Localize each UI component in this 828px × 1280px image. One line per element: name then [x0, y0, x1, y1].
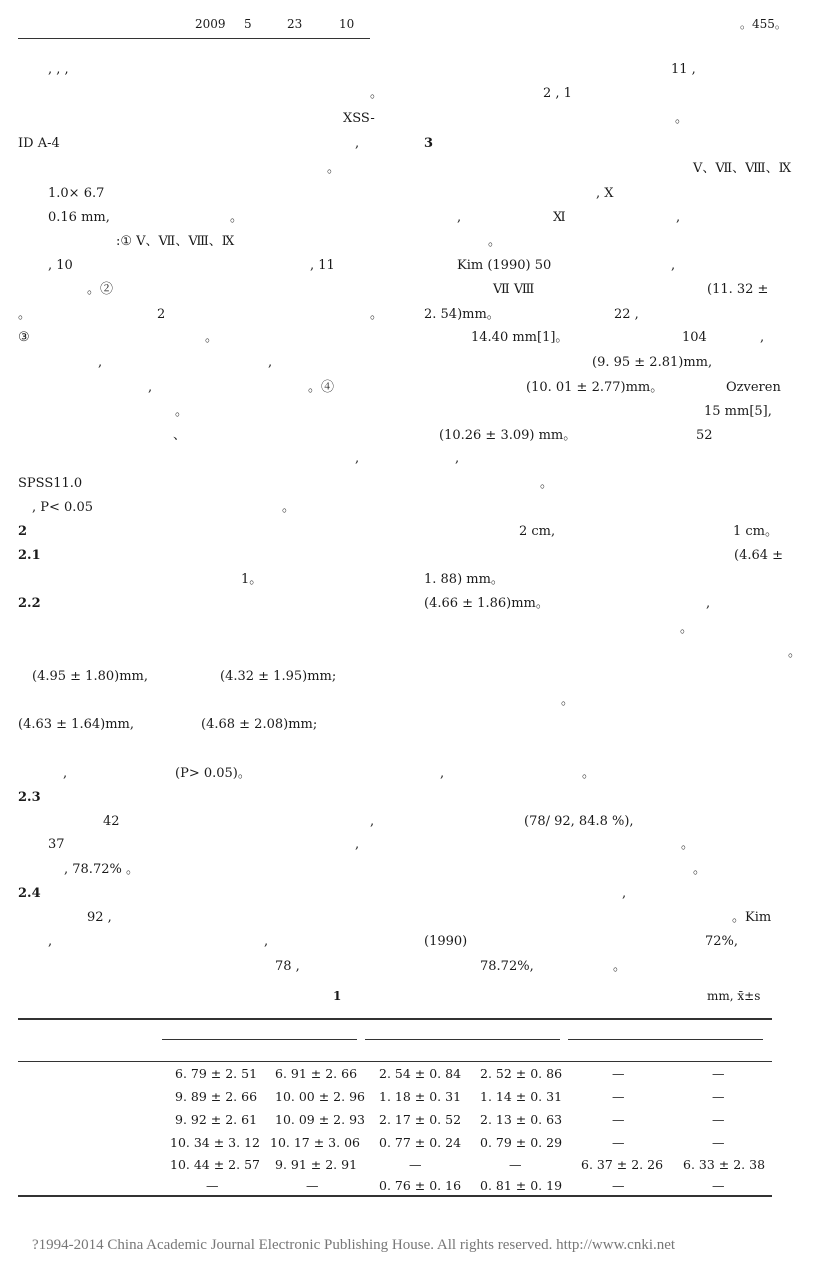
section-heading: 3: [424, 136, 434, 151]
text-line: 0.16 mm,: [48, 210, 110, 225]
text-line: 2. 54)mm。: [424, 307, 500, 322]
section-heading: 2: [18, 524, 28, 539]
table-group-rule-2: [365, 1039, 560, 1040]
text-line: ,: [457, 210, 462, 225]
table-cell: 6. 37 ± 2. 26: [581, 1157, 664, 1172]
text-line: ,: [622, 886, 627, 901]
table-cell: 2. 13 ± 0. 63: [480, 1112, 563, 1127]
text-line: 92 ,: [87, 910, 112, 925]
table-cell: 10. 17 ± 3. 06: [270, 1135, 360, 1150]
text-line: ,: [370, 814, 375, 829]
text-line: 15 mm[5],: [704, 404, 772, 419]
text-line: 2 , 1: [543, 86, 572, 101]
table-cell: 10. 00 ± 2. 96: [275, 1089, 365, 1104]
text-line: (P> 0.05)。: [175, 766, 251, 781]
text-line: , 10: [48, 258, 73, 273]
text-line: 1.0× 6.7: [48, 186, 105, 201]
table-cell: 2. 54 ± 0. 84: [379, 1066, 462, 1081]
table-group-rule-1: [162, 1039, 357, 1040]
text-line: ,: [676, 210, 681, 225]
table-cell: 10. 44 ± 2. 57: [170, 1157, 260, 1172]
table-cell: —: [612, 1178, 625, 1193]
text-line: Ⅶ Ⅷ: [493, 282, 535, 297]
table-cell: —: [712, 1135, 725, 1150]
text-line: 78 ,: [275, 959, 300, 974]
text-line: 。: [613, 959, 627, 974]
text-line: (1990): [424, 934, 468, 949]
table-cell: 9. 91 ± 2. 91: [275, 1157, 358, 1172]
text-line: ,: [355, 136, 360, 151]
text-line: 2 cm,: [519, 524, 556, 539]
text-line: 。: [788, 645, 802, 660]
text-line: 22 ,: [614, 307, 639, 322]
table-cell: 9. 89 ± 2. 66: [175, 1089, 258, 1104]
header-rule: [18, 38, 370, 39]
text-line: ,: [706, 596, 711, 611]
text-line: 52: [696, 428, 713, 443]
table-cell: —: [712, 1178, 725, 1193]
text-line: (9. 95 ± 2.81)mm,: [592, 355, 713, 370]
text-line: 1 cm。: [733, 524, 779, 539]
text-line: V、Ⅶ、Ⅷ、Ⅸ: [693, 161, 792, 176]
text-line: 。: [230, 210, 244, 225]
table-header-rule: [18, 1061, 772, 1062]
table-cell: —: [612, 1135, 625, 1150]
text-line: 78.72%,: [480, 959, 534, 974]
text-line: , 78.72% 。: [64, 862, 139, 877]
table-cell: 2. 17 ± 0. 52: [379, 1112, 462, 1127]
table-cell: —: [509, 1157, 522, 1172]
text-line: 。: [693, 862, 707, 877]
table-cell: 1. 14 ± 0. 31: [480, 1089, 563, 1104]
text-line: 。: [675, 111, 689, 126]
text-line: , , ,: [48, 62, 69, 77]
table-number: 1: [333, 989, 342, 1003]
text-line: ,: [148, 380, 153, 395]
table-bottom-rule: [18, 1195, 772, 1197]
text-line: (10.26 ± 3.09) mm。: [439, 428, 577, 443]
text-line: 。: [488, 234, 502, 249]
text-line: 。: [327, 161, 341, 176]
text-line: (4.95 ± 1.80)mm,: [32, 669, 148, 684]
text-line: 。: [681, 837, 695, 852]
text-line: (4.63 ± 1.64)mm,: [18, 717, 134, 732]
text-line: (4.32 ± 1.95)mm;: [220, 669, 337, 684]
text-line: 14.40 mm[1]。: [471, 330, 569, 345]
text-line: 。: [205, 330, 219, 345]
text-line: 42: [103, 814, 120, 829]
text-line: ,: [355, 837, 360, 852]
table-cell: 0. 79 ± 0. 29: [480, 1135, 563, 1150]
text-line: , X: [596, 186, 614, 201]
text-line: ,: [48, 934, 53, 949]
header-volume: 5: [244, 17, 252, 31]
text-line: 104: [682, 330, 707, 345]
text-line: 。: [582, 766, 596, 781]
text-line: 、: [173, 428, 187, 443]
text-line: (10. 01 ± 2.77)mm。: [526, 380, 664, 395]
text-line: ,: [455, 451, 460, 466]
text-line: 1. 88) mm。: [424, 572, 504, 587]
table-cell: 0. 81 ± 0. 19: [480, 1178, 563, 1193]
text-line: , 11: [310, 258, 335, 273]
text-line: Ozveren: [726, 380, 781, 395]
table-cell: —: [306, 1178, 319, 1193]
text-line: ID A-4: [18, 136, 60, 151]
table-cell: —: [409, 1157, 422, 1172]
table-cell: 6. 79 ± 2. 51: [175, 1066, 258, 1081]
text-line: 37: [48, 837, 65, 852]
table-cell: —: [612, 1112, 625, 1127]
table-group-rule-3: [568, 1039, 763, 1040]
header-issue: 23: [287, 17, 303, 31]
table-cell: —: [612, 1089, 625, 1104]
text-line: (4.64 ±: [734, 548, 784, 563]
text-line: ③: [18, 330, 30, 345]
text-line: ,: [63, 766, 68, 781]
text-line: 。④: [308, 380, 335, 395]
table-top-rule: [18, 1018, 772, 1020]
text-line: (78/ 92, 84.8 %),: [524, 814, 634, 829]
header-year: 2009: [195, 17, 226, 31]
text-line: 。: [282, 500, 296, 515]
text-line: 。: [18, 307, 32, 322]
text-line: (4.66 ± 1.86)mm。: [424, 596, 549, 611]
table-cell: 0. 77 ± 0. 24: [379, 1135, 462, 1150]
text-line: ,: [671, 258, 676, 273]
table-cell: 6. 33 ± 2. 38: [683, 1157, 766, 1172]
text-line: ,: [264, 934, 269, 949]
text-line: 。②: [87, 282, 114, 297]
text-line: 1。: [241, 572, 263, 587]
text-line: SPSS11.0: [18, 476, 83, 491]
text-line: :① V、Ⅶ、Ⅷ、Ⅸ: [116, 234, 235, 249]
table-cell: 0. 76 ± 0. 16: [379, 1178, 462, 1193]
text-line: 。: [370, 307, 384, 322]
text-line: Kim (1990) 50: [457, 258, 552, 273]
text-line: 2: [157, 307, 166, 322]
text-line: XSS-: [343, 111, 375, 126]
text-line: 。: [370, 86, 384, 101]
section-heading: 2.1: [18, 548, 41, 563]
text-line: ,: [760, 330, 765, 345]
table-cell: 9. 92 ± 2. 61: [175, 1112, 258, 1127]
text-line: ,: [268, 355, 273, 370]
copyright-footer: ?1994-2014 China Academic Journal Electronic Publishing House. All rights reserved. http://www.cnki.net: [32, 1237, 676, 1253]
text-line: 。: [680, 621, 694, 636]
table-cell: —: [712, 1112, 725, 1127]
table-cell: —: [206, 1178, 219, 1193]
table-cell: 10. 09 ± 2. 93: [275, 1112, 365, 1127]
text-line: Ⅺ: [553, 210, 566, 225]
text-line: 72%,: [705, 934, 739, 949]
text-line: , P< 0.05: [32, 500, 93, 515]
text-line: 11 ,: [671, 62, 696, 77]
text-line: ,: [355, 451, 360, 466]
header-month: 10: [339, 17, 355, 31]
text-line: 。Kim: [732, 910, 772, 925]
table-cell: 6. 91 ± 2. 66: [275, 1066, 358, 1081]
page-number: 。455。: [740, 17, 787, 31]
text-line: ,: [98, 355, 103, 370]
table-cell: —: [612, 1066, 625, 1081]
section-heading: 2.3: [18, 790, 41, 805]
table-cell: 10. 34 ± 3. 12: [170, 1135, 260, 1150]
text-line: 。: [540, 476, 554, 491]
table-cell: —: [712, 1089, 725, 1104]
text-line: 。: [175, 404, 189, 419]
table-cell: 2. 52 ± 0. 86: [480, 1066, 563, 1081]
table-cell: 1. 18 ± 0. 31: [379, 1089, 462, 1104]
table-cell: —: [712, 1066, 725, 1081]
section-heading: 2.2: [18, 596, 41, 611]
text-line: (11. 32 ±: [707, 282, 769, 297]
text-line: 。: [561, 693, 575, 708]
section-heading: 2.4: [18, 886, 41, 901]
text-line: (4.68 ± 2.08)mm;: [201, 717, 318, 732]
table-unit: mm, x̄±s: [707, 989, 761, 1003]
text-line: ,: [440, 766, 445, 781]
